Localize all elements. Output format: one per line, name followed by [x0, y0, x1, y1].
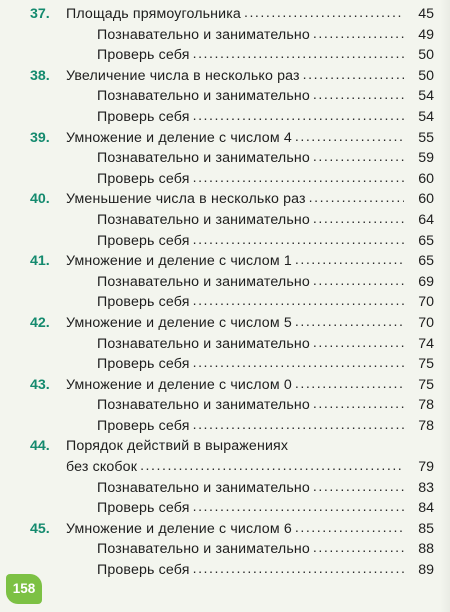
toc-subentry[interactable]: [30, 210, 434, 231]
leader-dots: [295, 312, 404, 333]
toc-entry[interactable]: [30, 66, 434, 87]
toc-entry[interactable]: [30, 128, 434, 149]
leader-dots: [313, 147, 404, 168]
section-number: 44.: [30, 438, 50, 455]
subsection-title: Познавательно и занимательно: [97, 26, 310, 43]
section-number: 37.: [30, 6, 50, 22]
subsection-title: Познавательно и занимательно: [97, 479, 310, 496]
toc-subentry[interactable]: [30, 231, 434, 252]
leader-dots: [295, 374, 404, 395]
section-number: 39.: [30, 129, 50, 146]
section-number: 42.: [30, 314, 50, 331]
leader-dots: [295, 250, 404, 271]
section-title: Умножение и деление с числом 5: [66, 314, 292, 331]
section-title: Умножение и деление с числом 0: [66, 376, 292, 393]
section-title: Умножение и деление с числом 6: [66, 520, 292, 537]
leader-dots: [193, 168, 404, 189]
page-ref: 54: [418, 88, 434, 105]
page-ref: 85: [418, 520, 434, 537]
subsection-title: Проверь себя: [97, 47, 190, 64]
page-ref: 65: [418, 232, 434, 249]
toc-subentry[interactable]: [30, 25, 434, 46]
subsection-title: Познавательно и занимательно: [97, 273, 310, 290]
leader-dots: [193, 415, 404, 436]
section-title: Умножение и деление с числом 4: [66, 129, 292, 146]
leader-dots: [303, 65, 404, 86]
toc-entry[interactable]: [30, 251, 434, 272]
subsection-title: Проверь себя: [97, 500, 190, 517]
section-number: 41.: [30, 253, 50, 270]
toc-section-42: [30, 313, 434, 375]
subsection-title: Познавательно и занимательно: [97, 211, 310, 228]
toc-subentry[interactable]: [30, 539, 434, 560]
page-ref: 83: [418, 479, 434, 496]
page-ref: 74: [418, 335, 434, 352]
leader-dots: [295, 518, 404, 539]
section-number: 43.: [30, 376, 50, 393]
toc-subentry[interactable]: [30, 478, 434, 499]
toc-subentry[interactable]: [30, 334, 434, 355]
toc-entry[interactable]: [30, 4, 434, 25]
page-ref: 59: [418, 150, 434, 167]
toc-subentry[interactable]: [30, 416, 434, 437]
leader-dots: [313, 85, 404, 106]
page-ref: 88: [418, 541, 434, 558]
page-ref: 50: [418, 47, 434, 64]
page-ref: 65: [418, 253, 434, 270]
toc-entry[interactable]: [30, 436, 434, 457]
leader-dots: [193, 230, 404, 251]
leader-dots: [313, 271, 404, 292]
leader-dots: [193, 353, 404, 374]
section-title: Увеличение числа в несколько раз: [66, 67, 300, 84]
subsection-title: Проверь себя: [97, 232, 190, 249]
subsection-title: Познавательно и занимательно: [97, 150, 310, 167]
toc-subentry[interactable]: [30, 107, 434, 128]
toc-subentry[interactable]: [30, 272, 434, 293]
page-ref: 89: [418, 562, 434, 579]
leader-dots: [193, 44, 404, 65]
toc-entry[interactable]: [30, 189, 434, 210]
toc-entry-continuation[interactable]: [30, 457, 434, 478]
toc-section-40: [30, 189, 434, 251]
toc-entry[interactable]: [30, 313, 434, 334]
subsection-title: Проверь себя: [97, 562, 190, 579]
leader-dots: [313, 209, 404, 230]
subsection-title: Проверь себя: [97, 356, 190, 373]
section-title: Умножение и деление с числом 1: [66, 253, 292, 270]
toc-subentry[interactable]: [30, 169, 434, 190]
leader-dots: [295, 127, 404, 148]
subsection-title: Познавательно и занимательно: [97, 335, 310, 352]
section-number: 38.: [30, 67, 50, 84]
toc-subentry[interactable]: [30, 498, 434, 519]
page-ref: 79: [418, 459, 434, 476]
page-ref: 70: [418, 314, 434, 331]
page-ref: 78: [418, 397, 434, 414]
toc-entry[interactable]: [30, 519, 434, 540]
page-ref: 64: [418, 211, 434, 228]
toc-section-43: [30, 375, 434, 437]
page-ref: 75: [418, 356, 434, 373]
toc-subentry[interactable]: [30, 292, 434, 313]
leader-dots: [313, 538, 404, 559]
page-ref: 70: [418, 294, 434, 311]
page-edge-shadow: [440, 0, 450, 612]
section-title: Порядок действий в выражениях: [66, 438, 289, 455]
subsection-title: Проверь себя: [97, 108, 190, 125]
toc-section-44: [30, 436, 434, 518]
section-title: Площадь прямоугольника: [66, 6, 241, 22]
section-number: 45.: [30, 520, 50, 537]
toc-subentry[interactable]: [30, 560, 434, 581]
leader-dots: [313, 477, 404, 498]
leader-dots: [313, 394, 404, 415]
subsection-title: Познавательно и занимательно: [97, 541, 310, 558]
leader-dots: [193, 559, 404, 580]
page-ref: 75: [418, 376, 434, 393]
page-ref: 54: [418, 108, 434, 125]
toc-section-45: [30, 519, 434, 581]
page-ref: 60: [418, 191, 434, 208]
leader-dots: [313, 24, 404, 45]
toc-section-39: [30, 128, 434, 190]
page-ref: 49: [418, 26, 434, 43]
page-ref: 60: [418, 170, 434, 187]
toc-subentry[interactable]: [30, 395, 434, 416]
leader-dots: [193, 497, 404, 518]
leader-dots: [313, 333, 404, 354]
leader-dots: [193, 106, 404, 127]
section-title: Уменьшение числа в несколько раз: [66, 191, 306, 208]
toc-entry[interactable]: [30, 375, 434, 396]
toc-section-38: [30, 66, 434, 128]
subsection-title: Проверь себя: [97, 170, 190, 187]
subsection-title: Проверь себя: [97, 417, 190, 434]
table-of-contents: [30, 4, 434, 581]
toc-subentry[interactable]: [30, 354, 434, 375]
subsection-title: Познавательно и занимательно: [97, 88, 310, 105]
section-title-continuation: без скобок: [66, 459, 138, 476]
page-ref: 45: [418, 6, 434, 22]
page-ref: 78: [418, 417, 434, 434]
section-number: 40.: [30, 191, 50, 208]
subsection-title: Познавательно и занимательно: [97, 397, 310, 414]
leader-dots: [309, 188, 404, 209]
page-ref: 84: [418, 500, 434, 517]
leader-dots: [193, 291, 404, 312]
toc-section-37: [30, 4, 434, 66]
toc-subentry[interactable]: [30, 86, 434, 107]
subsection-title: Проверь себя: [97, 294, 190, 311]
page-ref: 55: [418, 129, 434, 146]
page-ref: 69: [418, 273, 434, 290]
leader-dots: [244, 3, 404, 24]
leader-dots: [140, 456, 404, 477]
toc-subentry[interactable]: [30, 148, 434, 169]
page-number-badge: 158: [6, 574, 42, 604]
page-ref: 50: [418, 67, 434, 84]
toc-section-41: [30, 251, 434, 313]
toc-subentry[interactable]: [30, 45, 434, 66]
